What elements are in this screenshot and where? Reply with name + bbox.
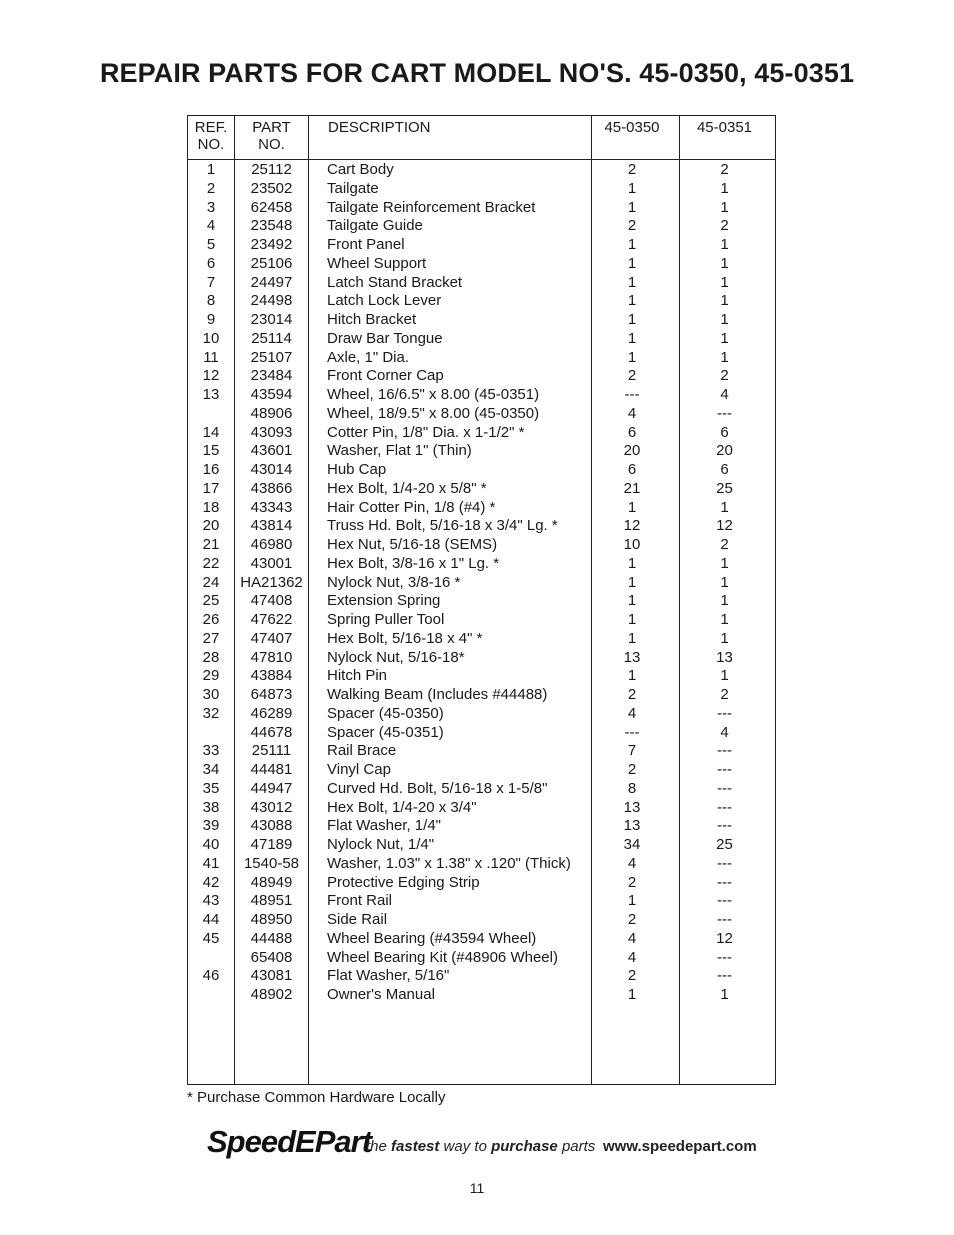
table-row [188,799,775,818]
qty-45-0350-cell: 1 [627,329,637,347]
table-row [188,461,775,480]
ref-cell: 24 [202,573,220,591]
table-row [188,742,775,761]
qty-45-0350-cell: 13 [623,798,641,816]
qty-45-0351-cell: 1 [720,592,729,610]
qty-45-0350-cell: 34 [623,836,641,853]
description-cell: Wheel, 18/9.5" x 8.00 (45-0350) [327,404,540,422]
part-number-cell: 47622 [250,611,293,628]
description-cell: Hitch Pin [327,667,388,685]
description-cell: Nylock Nut, 5/16-18* [327,648,465,666]
part-number-cell: 48906 [250,404,293,422]
header-ref-line2: NO. [197,136,225,153]
qty-45-0350-cell: 1 [627,348,637,366]
ref-cell: 17 [202,479,220,497]
qty-45-0350-cell: 1 [627,629,637,647]
ref-cell: 32 [202,704,220,722]
qty-45-0350-cell: 1 [627,292,637,310]
part-number-cell: 48951 [250,892,293,910]
table-row [188,836,775,855]
ref-cell: 20 [202,517,220,535]
part-number-cell: 43012 [250,798,293,816]
ref-cell: 14 [202,423,220,441]
part-number-cell: 47408 [250,592,293,610]
table-row [188,311,775,330]
qty-45-0351-cell: 1 [720,629,729,647]
description-cell: Cotter Pin, 1/8" Dia. x 1-1/2" * [327,423,525,441]
qty-45-0351-cell: 4 [720,723,729,741]
part-number-cell: 25107 [250,348,293,366]
description-cell: Side Rail [327,911,388,928]
table-row [188,367,775,386]
part-number-cell: 65408 [250,948,293,966]
table-row [188,199,775,218]
table-row [188,236,775,255]
ref-cell: 21 [202,536,220,553]
description-cell: Hex Nut, 5/16-18 (SEMS) [327,536,498,553]
qty-45-0350-cell: 4 [627,929,637,947]
table-row [188,592,775,611]
table-row [188,780,775,799]
table-row [188,499,775,518]
qty-45-0351-cell: 13 [716,648,733,666]
part-number-cell: 23492 [250,236,293,253]
part-number-cell: 43081 [250,967,293,985]
ref-cell: 2 [206,179,216,197]
ref-cell: 38 [202,798,220,816]
description-cell: Wheel, 16/6.5" x 8.00 (45-0351) [327,386,540,403]
qty-45-0351-cell: 1 [720,198,729,216]
qty-45-0350-cell: 1 [627,892,637,910]
qty-45-0350-cell: 2 [627,686,637,703]
ref-cell: 7 [206,273,216,291]
qty-45-0350-cell: 2 [627,873,637,891]
description-cell: Vinyl Cap [327,761,391,778]
qty-45-0351-cell: --- [717,798,732,816]
table-row [188,724,775,743]
part-number-cell: 46980 [250,536,293,553]
header-ref [188,119,234,153]
part-number-cell: 43866 [250,479,293,497]
part-number-cell: 43014 [250,461,293,478]
part-number-cell: 44947 [250,779,293,797]
qty-45-0350-cell: 13 [623,648,641,666]
table-row [188,217,775,236]
page-title: REPAIR PARTS FOR CART MODEL NO'S. 45-0350, 45-0351 [99,58,855,88]
table-row [188,292,775,311]
description-cell: Washer, 1.03" x 1.38" x .120" (Thick) [327,854,571,872]
qty-45-0350-cell: 1 [627,498,637,516]
table-body [188,161,775,1005]
table-row [188,424,775,443]
table-row [188,686,775,705]
description-cell: Tailgate Reinforcement Bracket [327,198,536,216]
ref-cell: 8 [206,292,216,310]
table-row [188,349,775,368]
description-cell: Tailgate Guide [327,217,423,235]
ref-cell: 33 [202,742,220,760]
description-cell: Hub Cap [327,461,387,478]
part-number-cell: 25114 [251,329,292,347]
description-cell: Hex Bolt, 1/4-20 x 5/8" * [327,479,487,497]
part-number-cell: 43343 [250,498,293,516]
qty-45-0351-cell: 6 [720,461,729,478]
qty-45-0351-cell: 1 [720,273,729,291]
table-row [188,911,775,930]
ref-cell: 41 [202,854,220,872]
part-number-cell: 24497 [250,273,293,291]
description-cell: Cart Body [327,161,394,178]
qty-45-0350-cell: 1 [627,311,637,328]
qty-45-0350-cell: 2 [627,911,637,928]
part-number-cell: 48902 [250,986,293,1003]
part-number-cell: 44481 [250,761,293,778]
part-number-cell: 25112 [251,161,292,178]
part-number-cell: 23548 [250,217,293,235]
description-cell: Curved Hd. Bolt, 5/16-18 x 1-5/8" [327,779,548,797]
table-row [188,480,775,499]
qty-45-0351-cell: 12 [716,517,733,535]
description-cell: Spring Puller Tool [327,611,445,628]
qty-45-0351-cell: 6 [720,423,729,441]
description-cell: Walking Beam (Includes #44488) [327,686,548,703]
qty-45-0350-cell: 21 [623,479,641,497]
table-row [188,949,775,968]
qty-45-0350-cell: 10 [623,536,641,553]
header-description: DESCRIPTION [328,119,431,136]
qty-45-0351-cell: 25 [716,836,733,853]
website-link[interactable]: www.speedepart.com [603,1138,757,1155]
qty-45-0351-cell: 1 [720,311,729,328]
description-cell: Flat Washer, 1/4" [327,817,441,835]
table-row [188,630,775,649]
ref-cell: 10 [202,329,220,347]
ref-cell: 25 [202,592,220,610]
table-row [188,761,775,780]
qty-45-0351-cell: --- [717,404,732,422]
part-number-cell: 48950 [250,911,293,928]
part-number-cell: 47810 [250,648,293,666]
qty-45-0350-cell: 6 [627,423,637,441]
table-row [188,986,775,1005]
qty-45-0350-cell: 1 [627,986,637,1003]
table-row [188,705,775,724]
qty-45-0350-cell: 1 [627,667,637,685]
qty-45-0350-cell: 8 [627,779,637,797]
description-cell: Flat Washer, 5/16" [327,967,450,985]
table-row [188,967,775,986]
tagline-post: parts [557,1138,596,1155]
table-row [188,817,775,836]
description-cell: Front Corner Cap [327,367,444,385]
description-cell: Tailgate [327,179,379,197]
ref-cell: 11 [203,348,219,366]
description-cell: Hitch Bracket [327,311,417,328]
qty-45-0351-cell: --- [717,892,732,910]
description-cell: Wheel Bearing (#43594 Wheel) [327,929,537,947]
header-ref-line1: REF. [194,119,228,136]
description-cell: Hair Cotter Pin, 1/8 (#4) * [327,498,496,516]
tagline [366,1138,595,1155]
ref-cell: 40 [202,836,220,853]
part-number-cell: 43088 [250,817,293,835]
qty-45-0350-cell: 4 [627,704,637,722]
footnote: * Purchase Common Hardware Locally [187,1089,446,1106]
ref-cell: 45 [202,929,220,947]
ref-cell: 3 [206,198,216,216]
description-cell: Rail Brace [327,742,397,760]
tagline-pre: the [366,1138,392,1155]
ref-cell: 15 [202,442,220,460]
qty-45-0351-cell: 20 [716,442,733,460]
qty-45-0350-cell: 1 [627,592,637,610]
qty-45-0351-cell: 1 [720,329,729,347]
qty-45-0351-cell: --- [717,779,732,797]
ref-cell: 9 [206,311,216,328]
qty-45-0351-cell: 4 [720,386,729,403]
part-number-cell: 44488 [250,929,293,947]
part-number-cell: 43884 [250,667,293,685]
header-part-line2: NO. [258,136,285,153]
table-row [188,161,775,180]
qty-45-0351-cell: 1 [720,498,729,516]
description-cell: Nylock Nut, 1/4" [327,836,435,853]
qty-45-0350-cell: --- [624,723,640,741]
qty-45-0350-cell: 1 [627,573,637,591]
qty-45-0351-cell: 12 [716,929,733,947]
table-row [188,405,775,424]
description-cell: Truss Hd. Bolt, 5/16-18 x 3/4" Lg. * [327,517,558,535]
description-cell: Spacer (45-0350) [327,704,444,722]
part-number-cell: 25111 [251,742,292,760]
ref-cell: 16 [202,461,220,478]
ref-cell: 44 [202,911,220,928]
description-cell: Wheel Support [327,254,427,272]
description-cell: Owner's Manual [327,986,435,1003]
description-cell: Spacer (45-0351) [327,723,444,741]
description-cell: Hex Bolt, 5/16-18 x 4" * [327,629,483,647]
speedepart-logo: SpeedEPart [207,1124,372,1159]
header-part [235,119,308,153]
header-part-line1: PART [252,119,291,136]
qty-45-0350-cell: 6 [627,461,637,478]
table-row [188,855,775,874]
table-row [188,574,775,593]
table-row [188,386,775,405]
part-number-cell: 43601 [250,442,293,460]
qty-45-0350-cell: 12 [623,517,641,535]
part-number-cell: 43001 [250,554,293,572]
qty-45-0351-cell: 1 [720,179,729,197]
part-number-cell: 47407 [250,629,293,647]
qty-45-0351-cell: 1 [720,667,729,685]
header-model-45-0350: 45-0350 [604,119,660,136]
part-number-cell: 43093 [250,423,293,441]
table-row [188,649,775,668]
part-number-cell: 23014 [250,311,293,328]
ref-cell: 12 [202,367,220,385]
ref-cell: 6 [206,254,216,272]
ref-cell: 4 [206,217,216,235]
qty-45-0351-cell: 2 [720,536,729,553]
qty-45-0351-cell: 1 [720,554,729,572]
parts-table [187,115,776,1085]
part-number-cell: 23502 [250,179,293,197]
description-cell: Protective Edging Strip [327,873,480,891]
description-cell: Draw Bar Tongue [327,329,443,347]
description-cell: Wheel Bearing Kit (#48906 Wheel) [327,948,558,966]
qty-45-0351-cell: --- [717,817,732,835]
description-cell: Nylock Nut, 3/8-16 * [327,573,461,591]
qty-45-0351-cell: 1 [720,292,729,310]
qty-45-0351-cell: 1 [720,611,729,628]
ref-cell: 46 [202,967,220,985]
part-number-cell: 1540-58 [243,854,300,872]
table-row [188,180,775,199]
qty-45-0350-cell: 7 [627,742,637,760]
part-number-cell: 44678 [250,723,293,741]
tagline-purchase: purchase [491,1138,558,1155]
part-number-cell: 62458 [250,198,293,216]
description-cell: Front Panel [327,236,405,253]
tagline-mid: way to [439,1138,492,1155]
qty-45-0350-cell: 1 [627,236,637,253]
part-number-cell: HA21362 [240,573,303,591]
qty-45-0350-cell: 1 [627,179,637,197]
qty-45-0350-cell: 4 [627,948,637,966]
qty-45-0351-cell: --- [717,967,732,985]
ref-cell: 43 [202,892,220,910]
table-row [188,874,775,893]
ref-cell: 34 [202,761,220,778]
qty-45-0350-cell: 1 [627,198,637,216]
qty-45-0350-cell: 1 [627,554,637,572]
qty-45-0351-cell: 1 [720,573,729,591]
description-cell: Latch Stand Bracket [327,273,463,291]
tagline-fastest: fastest [391,1138,440,1155]
qty-45-0350-cell: 4 [627,404,637,422]
table-row [188,442,775,461]
ref-cell: 22 [202,554,220,572]
qty-45-0350-cell: --- [624,386,640,403]
part-number-cell: 46289 [250,704,293,722]
header-model-45-0351: 45-0351 [696,119,753,136]
description-cell: Hex Bolt, 3/8-16 x 1" Lg. * [327,554,500,572]
ref-cell: 30 [202,686,220,703]
qty-45-0351-cell: 25 [716,479,733,497]
header-divider [188,159,775,160]
qty-45-0350-cell: 2 [627,967,637,985]
qty-45-0351-cell: 1 [720,348,729,366]
table-row [188,892,775,911]
ref-cell: 29 [202,667,220,685]
qty-45-0351-cell: --- [717,854,732,872]
part-number-cell: 64873 [250,686,293,703]
qty-45-0350-cell: 2 [627,161,637,178]
qty-45-0350-cell: 2 [627,761,637,778]
ref-cell: 39 [202,817,220,835]
qty-45-0350-cell: 13 [623,817,641,835]
qty-45-0351-cell: --- [717,742,732,760]
ref-cell: 18 [202,498,220,516]
part-number-cell: 48949 [250,873,293,891]
description-cell: Latch Lock Lever [327,292,442,310]
table-row [188,330,775,349]
table-row [188,555,775,574]
description-cell: Hex Bolt, 1/4-20 x 3/4" [327,798,477,816]
qty-45-0351-cell: 1 [720,236,729,253]
qty-45-0350-cell: 1 [627,611,637,628]
description-cell: Front Rail [327,892,393,910]
description-cell: Axle, 1" Dia. [327,348,410,366]
table-row [188,517,775,536]
qty-45-0350-cell: 2 [627,217,637,235]
ref-cell: 28 [202,648,220,666]
part-number-cell: 23484 [250,367,293,385]
table-row [188,611,775,630]
part-number-cell: 24498 [250,292,293,310]
qty-45-0350-cell: 20 [623,442,641,460]
part-number-cell: 43594 [250,386,293,403]
qty-45-0351-cell: 2 [720,217,729,235]
qty-45-0351-cell: --- [717,911,732,928]
qty-45-0351-cell: 2 [720,686,729,703]
qty-45-0351-cell: --- [717,761,732,778]
table-row [188,255,775,274]
part-number-cell: 43814 [250,517,293,535]
qty-45-0351-cell: 2 [720,367,729,385]
description-cell: Extension Spring [327,592,441,610]
description-cell: Washer, Flat 1" (Thin) [327,442,472,460]
qty-45-0350-cell: 1 [627,273,637,291]
page-number: 11 [469,1180,485,1196]
qty-45-0351-cell: 1 [720,254,729,272]
qty-45-0351-cell: --- [717,873,732,891]
ref-cell: 35 [202,779,220,797]
qty-45-0350-cell: 4 [627,854,637,872]
qty-45-0351-cell: 1 [720,986,729,1003]
part-number-cell: 25106 [250,254,293,272]
table-row [188,667,775,686]
ref-cell: 1 [206,161,216,178]
ref-cell: 13 [202,386,220,403]
ref-cell: 5 [206,236,216,253]
table-row [188,930,775,949]
table-row [188,274,775,293]
qty-45-0351-cell: --- [717,704,732,722]
part-number-cell: 47189 [250,836,293,853]
ref-cell: 26 [202,611,220,628]
qty-45-0351-cell: --- [717,948,732,966]
qty-45-0351-cell: 2 [720,161,729,178]
qty-45-0350-cell: 2 [627,367,637,385]
ref-cell: 42 [202,873,220,891]
qty-45-0350-cell: 1 [627,254,637,272]
ref-cell: 27 [202,629,220,647]
table-row [188,536,775,555]
